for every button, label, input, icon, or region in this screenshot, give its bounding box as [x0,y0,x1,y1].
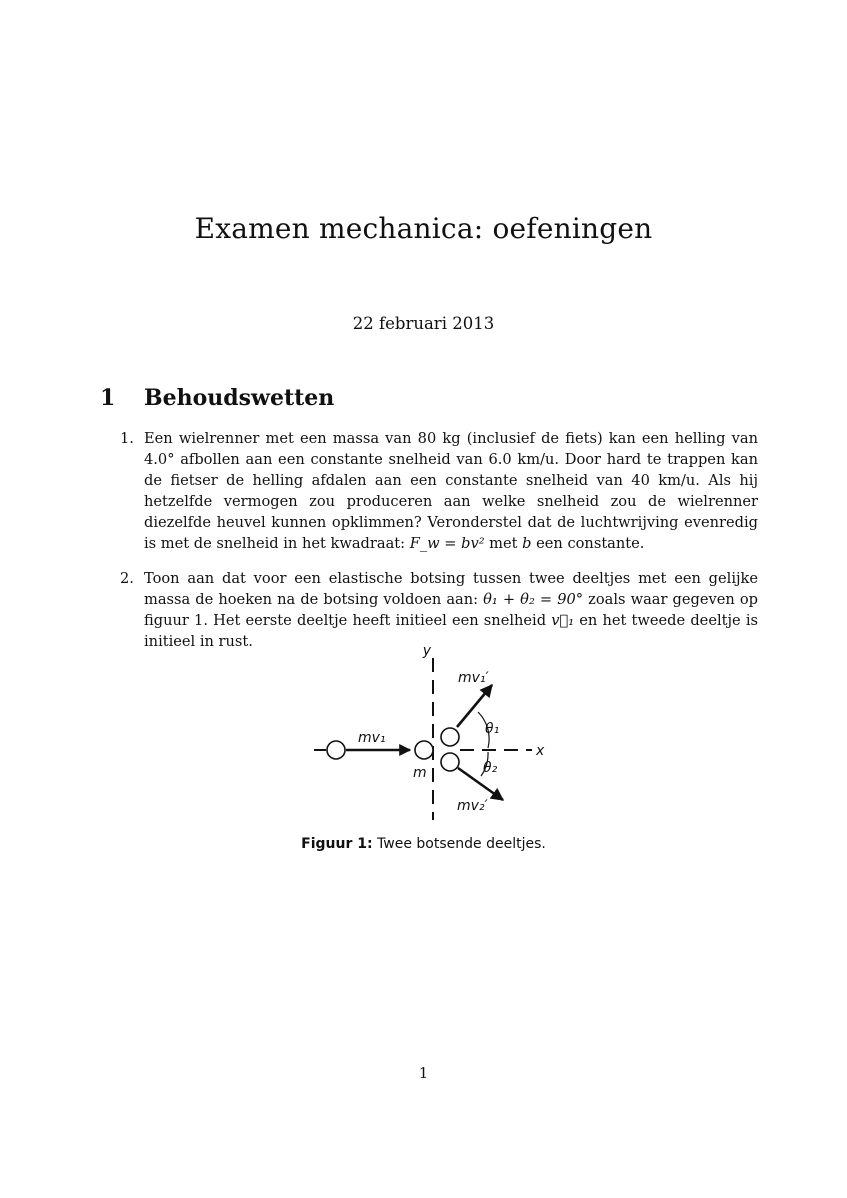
document-date: 22 februari 2013 [352,314,495,333]
exercise-text-part: Toon aan dat voor een elastische botsing tussen twee deeltjes met een gelijke massa de hoeken na de botsing voldoen aan: [144,570,758,608]
momentum-label-mv1: mv₁ [358,730,386,746]
section-title: Behoudswetten [144,385,335,411]
momentum-label-mv2-prime: mv₂′ [457,798,488,814]
variable: v⃗₁ [551,612,575,629]
exercise-text-part: met [484,535,523,552]
outgoing-particle-2 [441,753,459,771]
formula: F_w = bv² [409,535,485,552]
exercise-number: 2. [120,570,134,587]
angle-label-theta1: θ₁ [485,721,500,737]
exercise-text-part: en het tweede deeltje is initieel in rust. [144,612,758,650]
incoming-particle [327,741,345,759]
x-axis-label: x [536,743,545,759]
target-particle [415,741,433,759]
exercise-number: 1. [120,430,134,447]
section-heading [100,385,334,411]
collision-figure [300,640,560,835]
variable: b [522,535,532,552]
page-number: 1 [418,1064,429,1082]
section-number: 1 [100,385,116,411]
caption-label: Figuur 1: [301,836,373,852]
figure-caption [0,836,847,852]
exercise-1 [120,428,758,554]
outgoing-particle-1 [441,728,459,746]
exercise-text-part: een constante. [531,535,645,552]
page-title: Examen mechanica: oefeningen [194,212,653,245]
y-axis-label: y [422,643,431,659]
momentum-label-mv1-prime: mv₁′ [458,670,489,686]
formula: θ₁ + θ₂ = 90° [483,591,584,608]
exercise-text-part: zoals waar gegeven op figuur 1. Het eerste deeltje heeft initieel een snelheid [144,591,759,629]
exercise-text-part: Een wielrenner met een massa van 80 kg (inclusief de fiets) kan een helling van 4.0° afbollen aan een constante snelheid van 6.0 km/u. Door hard te trappen kan de fietser de helling afdalen aan een constante snelheid van 40 km/u. Als hij hetzelfde vermogen zou produceren aan welke snelheid zou de wielrenner diezelfde heuvel kunnen opklimmen? Veronderstel dat de luchtwrijving evenredig is met de snelheid in het kwadraat: [144,430,758,552]
mass-label: m [413,765,427,781]
caption-text: Twee botsende deeltjes. [377,836,546,852]
exercise-text [144,428,758,554]
angle-label-theta2: θ₂ [483,760,498,776]
